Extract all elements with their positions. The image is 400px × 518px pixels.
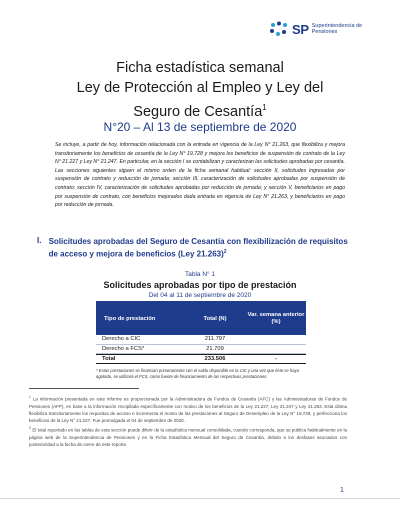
table-row [96,345,306,355]
footnote-divider [29,388,139,389]
table-row [96,335,306,345]
title-line-2: Ley de Protección al Empleo y Ley del [76,80,324,96]
section-number: I. [37,236,42,245]
table-total-row [96,354,306,364]
title-line-3 [0,98,400,122]
footnotes [29,394,347,449]
header-var: Var. semana anterior (%) [247,312,305,325]
footnote-item [29,394,347,424]
data-table [96,301,306,364]
logo-mark-text: SP [292,21,309,37]
footnote-text: La información presentada en este informe es proporcionada por la Administradora de Fondos de Cesantía (AFC) y las Administradoras de Fondos de Pensiones (AFP), en base a la información recopilada específicamente con motivo de los beneficios de la Ley 21.227, Ley 21.247 y Ley 21.263. Esta última flexibiliza transitoriamente los requisitos de acceso e incrementa el monto de las prestaciones al Seguro de Desempleo de la Ley N° 19.728, y perfecciona los beneficios de la Ley N° 21.227. Fue promulgada el 04 de septiembre de 2020. [29,396,347,424]
cell-var: - [275,355,277,362]
header-total: Total (N) [203,315,227,322]
footnote-text: El total reportado en las tablas de esta sección puede diferir de la estadística mensual consolidada, cuando corresponda, que se publica habitualmente en la página web de la Superintendencia de Pensiones y en la Ficha Estadística Mensual del Seguro de Cesantía, debido a los desfases asociados con posterioridad a la fecha de cierre de este reporte. [29,427,347,448]
table-header [96,301,306,335]
title-footnote-ref[interactable]: 1 [262,103,267,112]
section-footnote-ref[interactable]: 2 [223,249,227,255]
logo-line-2: Pensiones [311,29,338,35]
table-label: Tabla N° 1 [184,271,216,278]
header-tipo: Tipo de prestación [104,315,156,322]
bottom-divider [0,498,400,504]
logo [268,21,362,37]
sp-logo-icon [268,21,290,37]
footnote-item [29,425,347,448]
footnote-number: 1 [29,395,31,399]
page-number: 1 [340,487,344,494]
cell-total: 233.506 [204,355,226,362]
table-note: * Estas prestaciones se financian primeramente con el saldo disponible en la CIC y una vez que éste se haya agotado, se utilizará el FCS, como fuente de financiamiento de las respectivas prestaciones. [96,368,299,379]
page-subtitle: N°20 – Al 13 de septiembre de 2020 [103,120,297,134]
cell-total: 21.709 [206,345,224,352]
cell-tipo: Total [102,355,116,362]
cell-tipo: Derecho a FCS* [102,345,145,352]
logo-wordmark [312,23,362,35]
title-line-1: Ficha estadística semanal [116,60,284,76]
section-heading [37,236,357,260]
cell-total: 211.797 [204,336,226,343]
section-title [49,236,357,260]
table-title: Solicitudes aprobadas por tipo de prestación [103,280,297,290]
table-subtitle: Del 04 al 11 de septiembre de 2020 [148,292,252,299]
footnote-number: 2 [29,426,31,431]
logo-line-1: Superintendencia de [311,23,363,29]
title-line-3-text: Seguro de Cesantía [133,104,263,120]
section-title-text: Solicitudes aprobadas del Seguro de Cesantía con flexibilización de requisitos de acceso y mejora de beneficios (Ley 21.263) [48,237,348,259]
intro-paragraph: Se incluye, a partir de hoy, información relacionada con la entrada en vigencia de la Ley N° 21.263, que flexibiliza y mejora transitoriamente los beneficios de cesantía de la Ley N° 19.728 y mejora los beneficios de suspensión de contrato de la Ley N° 21.227 y Ley N° 21.247. En particular, en la sección I se contabilizan y caracterizan las solicitudes aprobadas por cesantía. Las secciones siguientes siguen el mismo orden de la ficha semanal habitual: sección II, solicitudes ingresadas por suspensión de contrato y reducción de jornada; sección III, caracterización de solicitudes aprobadas por suspensión de contrato; sección IV, caracterización de solicitudes aprobadas por reducción de jornada; y sección V, beneficiarios en pago por suspensión de contrato, con beneficios mejorados dada entrada en vigencia de Ley N° 21.263, y beneficiarios en pago por reducción de jornada. [55,142,345,209]
page-title [0,58,400,122]
cell-tipo: Derecho a CIC [102,336,141,343]
